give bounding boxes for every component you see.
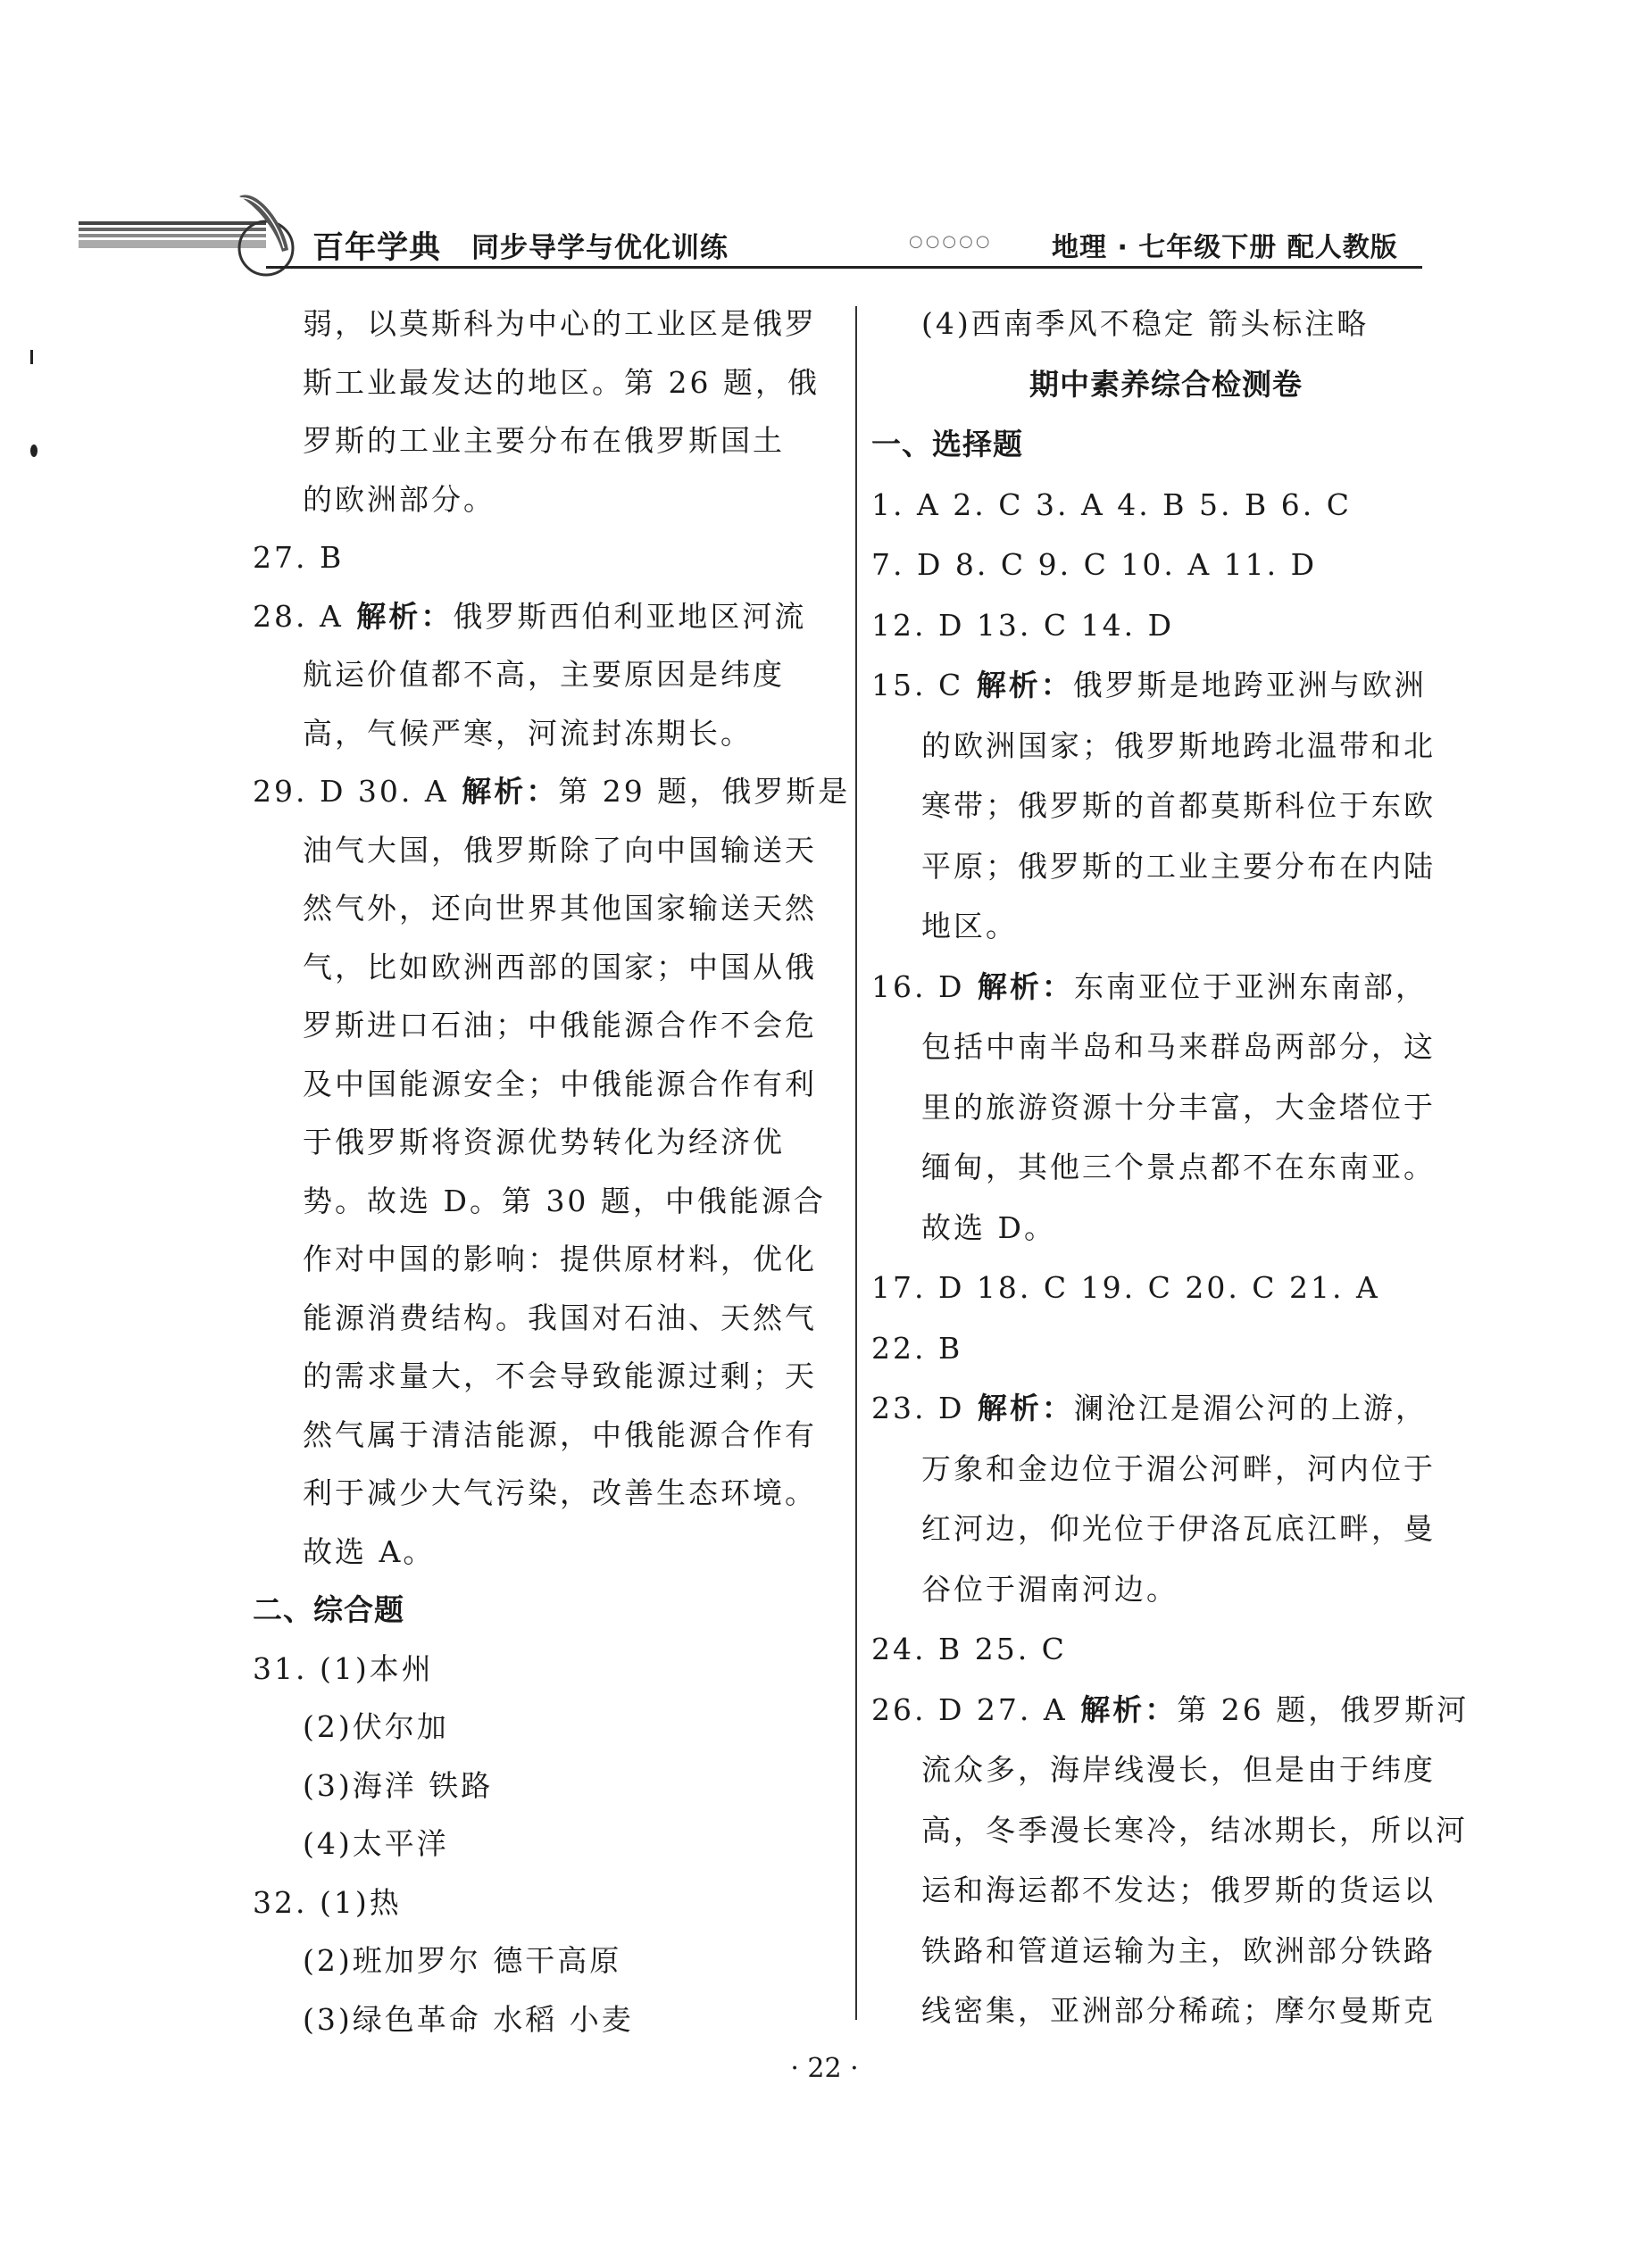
text-line: 于俄罗斯将资源优势转化为经济优 (303, 1125, 785, 1159)
text-line: 地区。 (921, 909, 1018, 943)
analysis-label: 解析： (1067, 1691, 1178, 1727)
text-line: 的欧洲部分。 (303, 481, 496, 517)
text-line: 罗斯进口石油；中俄能源合作不会危 (303, 1008, 817, 1043)
text-line: 线密集，亚洲部分稀疏；摩尔曼斯克 (921, 1993, 1436, 2028)
margin-mark (30, 350, 33, 364)
text-line: 航运价值都不高，主要原因是纬度 (303, 657, 785, 692)
subject-label: 地理 · 七年级下册 配人教版 (1052, 232, 1398, 263)
text-line: (4)西南季风不稳定 箭头标注略 (921, 306, 1370, 341)
text-line: 1. A 2. C 3. A 4. B 5. B 6. C (871, 486, 1352, 522)
text-line: 然气外，还向世界其他国家输送天然 (303, 891, 817, 926)
text-line: 12. D 13. C 14. D (871, 607, 1175, 643)
text-line: 27. B (253, 540, 345, 575)
text-line: 高，冬季漫长寒冷，结冰期长，所以河 (921, 1812, 1468, 1848)
text-line: 22. B (871, 1330, 963, 1366)
text-line: 故选 D。 (921, 1209, 1056, 1245)
analysis-label: 解析： (963, 668, 1073, 702)
text-line: 28. A 解析：俄罗斯西伯利亚地区河流 (253, 598, 807, 634)
text-line: 作对中国的影响：提供原材料，优化 (303, 1242, 817, 1276)
text-line: 故选 A。 (303, 1533, 436, 1569)
text-line: 及中国能源安全；中俄能源合作有利 (303, 1066, 817, 1101)
text-line: 罗斯的工业主要分布在俄罗斯国土 (303, 423, 785, 458)
text-line: 弱，以莫斯科为中心的工业区是俄罗 (303, 306, 817, 341)
text-line: 29. D 30. A 解析：第 29 题，俄罗斯是 (253, 774, 851, 809)
text-line: 利于减少大气污染，改善生态环境。 (303, 1475, 817, 1510)
text-line: (3)海洋 铁路 (303, 1767, 494, 1803)
text-line: 一、选择题 (871, 427, 1023, 461)
text-line: 24. B 25. C (871, 1632, 1067, 1666)
analysis-label: 解析： (448, 774, 559, 809)
text-line: 期中素养综合检测卷 (1029, 366, 1303, 402)
text-line: (4)太平洋 (303, 1826, 449, 1861)
text-line: 31. (1)本州 (253, 1650, 434, 1686)
text-line: 的欧洲国家；俄罗斯地跨北温带和北 (921, 727, 1436, 763)
text-line: 谷位于湄南河边。 (921, 1571, 1178, 1607)
analysis-label: 解析： (964, 968, 1074, 1004)
text-line: 油气大国，俄罗斯除了向中国输送天 (303, 832, 817, 868)
column-divider (855, 306, 857, 2020)
margin-mark (30, 444, 37, 457)
page-number: · 22 · (790, 2053, 859, 2084)
text-line: 平原；俄罗斯的工业主要分布在内陆 (921, 848, 1436, 884)
text-line: 流众多，海岸线漫长，但是由于纬度 (921, 1752, 1436, 1787)
text-line: 万象和金边位于湄公河畔，河内位于 (921, 1450, 1436, 1486)
text-line: 17. D 18. C 19. C 20. C 21. A (871, 1270, 1380, 1305)
series-title: 同步导学与优化训练 (471, 232, 729, 264)
text-line: 斯工业最发达的地区。第 26 题，俄 (303, 364, 820, 400)
text-line: 运和海运都不发达；俄罗斯的货运以 (921, 1873, 1436, 1907)
text-line: 势。故选 D。第 30 题，中俄能源合 (303, 1183, 826, 1218)
text-line: 寒带；俄罗斯的首都莫斯科位于东欧 (921, 788, 1436, 823)
text-line: 二、综合题 (253, 1592, 404, 1627)
analysis-label: 解析： (343, 598, 454, 634)
text-line: 气，比如欧洲西部的国家；中国从俄 (303, 949, 817, 984)
analysis-label: 解析： (964, 1391, 1074, 1425)
text-line: 7. D 8. C 9. C 10. A 11. D (871, 547, 1318, 582)
text-line: 包括中南半岛和马来群岛两部分，这 (921, 1029, 1436, 1064)
text-line: 里的旅游资源十分丰富，大金塔位于 (921, 1089, 1436, 1125)
text-line: 红河边，仰光位于伊洛瓦底江畔，曼 (921, 1511, 1436, 1546)
text-line: (2)伏尔加 (303, 1709, 449, 1744)
text-line: 15. C 解析：俄罗斯是地跨亚洲与欧洲 (871, 668, 1427, 702)
text-line: (3)绿色革命 水稻 小麦 (303, 2001, 634, 2037)
header-dots: ○○○○○ (909, 232, 993, 251)
text-line: (2)班加罗尔 德干高原 (303, 1943, 622, 1978)
brand-title: 百年学典 (312, 230, 442, 266)
text-line: 然气属于清洁能源，中俄能源合作有 (303, 1416, 817, 1452)
text-line: 能源消费结构。我国对石油、天然气 (303, 1300, 817, 1335)
text-line: 16. D 解析：东南亚位于亚洲东南部， (871, 968, 1428, 1004)
text-line: 的需求量大，不会导致能源过剩；天 (303, 1358, 817, 1393)
page-header (79, 179, 1422, 277)
text-line: 缅甸，其他三个景点都不在东南亚。 (921, 1150, 1436, 1184)
text-line: 26. D 27. A 解析：第 26 题，俄罗斯河 (871, 1691, 1470, 1727)
text-line: 高，气候严寒，河流封冻期长。 (303, 715, 753, 751)
text-line: 32. (1)热 (253, 1884, 402, 1920)
text-line: 23. D 解析：澜沧江是湄公河的上游， (871, 1391, 1428, 1425)
text-line: 铁路和管道运输为主，欧洲部分铁路 (921, 1932, 1436, 1968)
